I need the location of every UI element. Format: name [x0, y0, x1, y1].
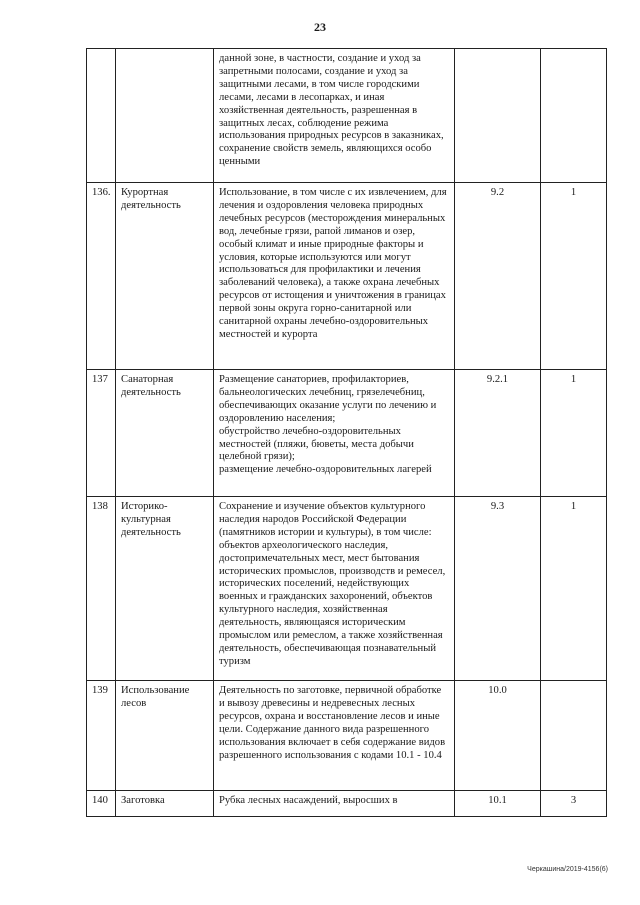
description-cell: данной зоне, в частности, создание и уход за запретными полосами, создание и уход за защитными лесами, в том числе городскими лесами, лесами в лесопарках, и иная хозяйственная деятельность, разрешенная в защитных лесах, соблюдение режима использования природных ресурсов в заказниках, сохранение свойств земель, являющихся особо ценными	[214, 49, 455, 183]
land-use-table	[86, 48, 607, 817]
description-cell: Рубка лесных насаждений, выросших в	[214, 791, 455, 817]
code-cell: 9.2	[455, 183, 541, 370]
use-type-name-cell	[116, 49, 214, 183]
table-row	[87, 681, 607, 791]
description-text: Размещение санаториев, профилакториев, бальнеологических лечебниц, грязелечебниц, обеспечивающих оказание услуги по лечению и оздоровлению населения; обустройство лечебно-оздоровительных местностей (пляжи, бюветы, места добычи целебной грязи); размещение лечебно-оздоровительных лагерей	[219, 374, 437, 476]
code-cell: 9.2.1	[455, 370, 541, 497]
count-cell	[541, 681, 607, 791]
table-row	[87, 497, 607, 681]
description-cell	[214, 370, 455, 497]
table-row	[87, 370, 607, 497]
description-cell: Использование, в том числе с их извлечением, для лечения и оздоровления человека природных лечебных ресурсов (месторождения минеральных вод, лечебные грязи, рапой лиманов и озер, особый климат и иные природные факторы и условия, которые используются или могут использоваться для профилактики и лечения заболеваний человека), а также охрана лечебных ресурсов от истощения и уничтожения в границах первой зоны округа горно-санитарной или санитарной охраны лечебно-оздоровительных местностей и курорта	[214, 183, 455, 370]
use-type-name-cell: Использование лесов	[116, 681, 214, 791]
code-cell: 9.3	[455, 497, 541, 681]
row-number-cell: 140	[87, 791, 116, 817]
table-row	[87, 49, 607, 183]
row-number-cell: 136.	[87, 183, 116, 370]
count-cell: 1	[541, 370, 607, 497]
page-number: 23	[314, 20, 326, 34]
code-cell: 10.0	[455, 681, 541, 791]
description-cell: Деятельность по заготовке, первичной обработке и вывозу древесины и недревесных лесных ресурсов, охрана и восстановление лесов и иные цели. Содержание данного вида разрешенного использования включает в себя содержание видов разрешенного использования с кодами 10.1 - 10.4	[214, 681, 455, 791]
count-cell: 1	[541, 183, 607, 370]
use-type-name-cell: Историко-культурная деятельность	[116, 497, 214, 681]
use-type-name-cell: Курортная деятельность	[116, 183, 214, 370]
use-type-name-cell: Санаторная деятельность	[116, 370, 214, 497]
code-cell	[455, 49, 541, 183]
row-number-cell: 137	[87, 370, 116, 497]
table-row	[87, 183, 607, 370]
document-reference-footer: Черкашина/2019-4156(6)	[527, 866, 608, 873]
table-row	[87, 791, 607, 817]
row-number-cell: 138	[87, 497, 116, 681]
row-number-cell: 139	[87, 681, 116, 791]
use-type-name-cell: Заготовка	[116, 791, 214, 817]
count-cell: 3	[541, 791, 607, 817]
count-cell	[541, 49, 607, 183]
row-number-cell	[87, 49, 116, 183]
count-cell: 1	[541, 497, 607, 681]
code-cell: 10.1	[455, 791, 541, 817]
description-cell: Сохранение и изучение объектов культурного наследия народов Российской Федерации (памятников истории и культуры), в том числе: объектов археологического наследия, достопримечательных мест, мест бытования исторических промыслов, производств и ремесел, исторических поселений, недействующих военных и гражданских захоронений, объектов культурного наследия, хозяйственная деятельность, являющаяся историческим промыслом или ремеслом, а также хозяйственная деятельность, обеспечивающая познавательный туризм	[214, 497, 455, 681]
